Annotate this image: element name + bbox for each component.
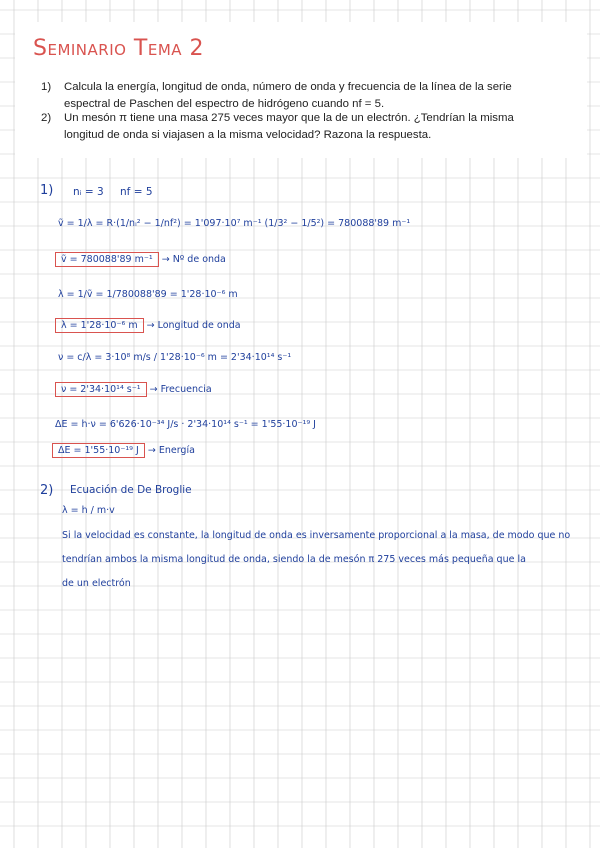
question-number: 1) <box>41 81 52 93</box>
answer-2-number: 2) <box>40 483 54 498</box>
reason-line-3: de un electrón <box>62 578 131 589</box>
energy-result-row <box>52 443 195 458</box>
reason-line-2: tendrían ambos la misma longitud de onda, siendo la de mesón π 275 veces más pequeña que la <box>62 554 526 565</box>
question-text: Un mesón π tiene una masa 275 veces mayor que la de un electrón. ¿Tendrían la misma longitud de onda si viajasen a la misma velocidad? Razona la respuesta. <box>64 112 514 141</box>
question-number: 2) <box>41 112 52 124</box>
energy-result-box: ΔE = 1'55·10⁻¹⁹ J <box>52 443 145 458</box>
debroglie-title: Ecuación de De Broglie <box>70 484 192 496</box>
frequency-result-row <box>55 382 212 397</box>
lambda-result-box: λ = 1'28·10⁻⁶ m <box>55 318 144 333</box>
frequency-label: → Frecuencia <box>149 384 212 395</box>
frequency-equation: ν = c/λ = 3·10⁸ m/s / 1'28·10⁻⁶ m = 2'34·10¹⁴ s⁻¹ <box>58 352 292 363</box>
answer-1-number: 1) <box>40 183 54 198</box>
lambda-equation: λ = 1/ṽ = 1/780088'89 = 1'28·10⁻⁶ m <box>58 289 238 300</box>
wavenumber-equation: ṽ = 1/λ = R·(1/nᵢ² − 1/nf²) = 1'097·10⁷ m⁻¹ (1/3² − 1/5²) = 780088'89 m⁻¹ <box>58 218 411 229</box>
lambda-label: → Longitud de onda <box>146 320 241 331</box>
question-text: Calcula la energía, longitud de onda, número de onda y frecuencia de la línea de la serie espectral de Paschen del espectro de hidrógeno cuando nf = 5. <box>64 81 512 110</box>
page-title: Seminario Tema 2 <box>33 36 205 61</box>
ni-value: nᵢ = 3 <box>73 186 104 198</box>
wavenumber-result-box: ṽ = 780088'89 m⁻¹ <box>55 252 159 267</box>
energy-label: → Energía <box>147 445 195 456</box>
frequency-result-box: ν = 2'34·10¹⁴ s⁻¹ <box>55 382 147 397</box>
lambda-result-row <box>55 318 241 333</box>
wavenumber-label: → Nº de onda <box>161 254 226 265</box>
nf-value: nf = 5 <box>120 186 153 198</box>
debroglie-equation: λ = h / m·v <box>62 505 115 516</box>
reason-line-1: Si la velocidad es constante, la longitud de onda es inversamente proporcional a la masa, de modo que no <box>62 530 571 541</box>
energy-equation: ΔE = h·ν = 6'626·10⁻³⁴ J/s · 2'34·10¹⁴ s⁻¹ = 1'55·10⁻¹⁹ J <box>55 419 316 430</box>
wavenumber-result-row <box>55 252 226 267</box>
printed-question-block <box>15 22 587 158</box>
